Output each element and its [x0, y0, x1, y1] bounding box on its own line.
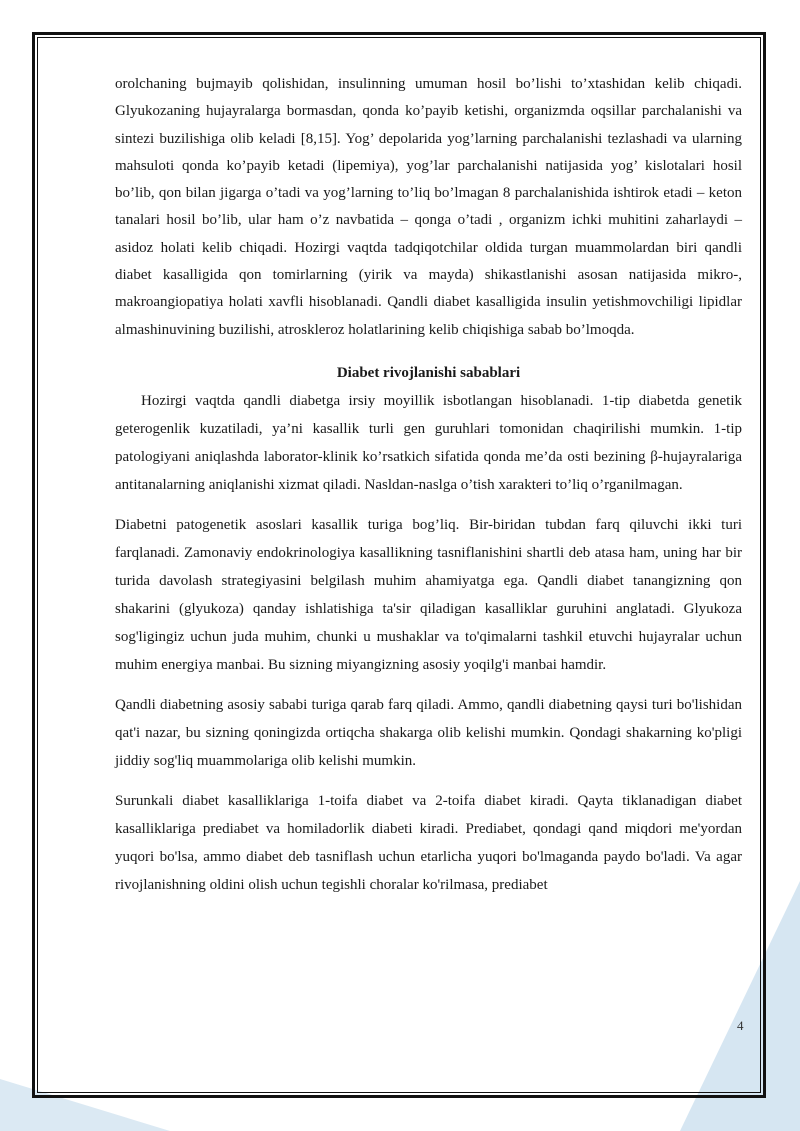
paragraph-types: Surunkali diabet kasalliklariga 1-toifa diabet va 2-toifa diabet kiradi. Qayta tiklanadigan diabet kasalliklariga prediabet va homiladorlik diabeti kiradi. Prediabet, qondagi qand miqdori me'yordan yuqori bo'lsa, ammo diabet deb tasniflash uchun etarlicha yuqori bo'lmaganda paydo bo'ladi. Va agar rivojlanishning oldini olish uchun tegishli choralar ko'rilmasa, prediabet: [115, 792, 742, 893]
section-heading: Diabet rivojlanishi sabablari: [336, 364, 521, 381]
intro-paragraph: orolchaning bujmayib qolishidan, insulinning umuman hosil bo’lishi to’xtashidan kelib chiqadi. Glyukozaning hujayralarga bormasdan, qonda ko’payib ketishi, organizmda oqsillar parchalanishi va sintezi buzilishiga olib keladi [8,15]. Yog’ depolarida yog’larning parchalanishi tezlashadi va ularning mahsuloti qonda ko’payib ketadi (lipemiya), yog’lar parchalanishi natijasida yog’ kislotalari hosil bo’lib, qon bilan jigarga o’tadi va yog’larning to’liq bo’lmagan 8 parchalanishida ishtirok etadi – keton tanalari hosil bo’lib, ular ham o’z navbatida – qonga o’tadi , organizm ichki muhitini zaharlaydi – asidoz holati kelib chiqadi. Hozirgi vaqtda tadqiqotchilar oldida turgan muammolardan biri qandli diabet kasalligida qon tomirlarning (yirik va mayda) shikastlanishi asosan natijasida mikro-, makroangiopatiya holati xavfli hisoblanadi. Qandli diabet kasalligida insulin yetishmovchiligi lipidlar almashinuvining buzilishi, atroskleroz holatlarining kelib chiqishiga sabab bo’lmoqda.: [115, 76, 742, 338]
page-number: 4: [737, 1018, 744, 1033]
paragraph-causes: Qandli diabetning asosiy sababi turiga qarab farq qiladi. Ammo, qandli diabetning qaysi turi bo'lishidan qat'i nazar, bu sizning qoningizda ortiqcha shakarga olib kelishi mumkin. Qondagi shakarning ko'pligi jiddiy sog'liq muammolariga olib kelishi mumkin.: [115, 696, 742, 769]
paragraph-heredity: Hozirgi vaqtda qandli diabetga irsiy moyillik isbotlangan hisoblanadi. 1-tip diabetda genetik geterogenlik kuzatiladi, ya’ni kasallik turli gen guruhlari tomonidan chaqirilishi mumkin. 1-tip patologiyani aniqlashda laborator-klinik ko’rsatkich sifatida qonda me’da osti bezining β-hujayralariga antitanalarning aniqlanishi xizmat qiladi. Nasldan-naslga o’tish xarakteri to’liq o’rganilmagan.: [115, 392, 742, 493]
paragraph-pathogenesis: Diabetni patogenetik asoslari kasallik turiga bog’liq. Bir-biridan tubdan farq qiluvchi ikki turi farqlanadi. Zamonaviy endokrinologiya kasallikning tasniflanishini shartli deb atasa ham, uning har bir turida davolash strategiyasini belgilash muhim ahamiyatga ega. Qandli diabet tanangizning qon shakarini (glyukoza) qanday ishlatishiga ta'sir qiladigan kasalliklar guruhini anglatadi. Glyukoza sog'ligingiz uchun juda muhim, chunki u mushaklar va to'qimalarni tashkil etuvchi hujayralar uchun muhim energiya manbai. Bu sizning miyangizning asosiy yoqilg'i manbai hamdir.: [115, 516, 742, 673]
document-body: [115, 71, 742, 899]
